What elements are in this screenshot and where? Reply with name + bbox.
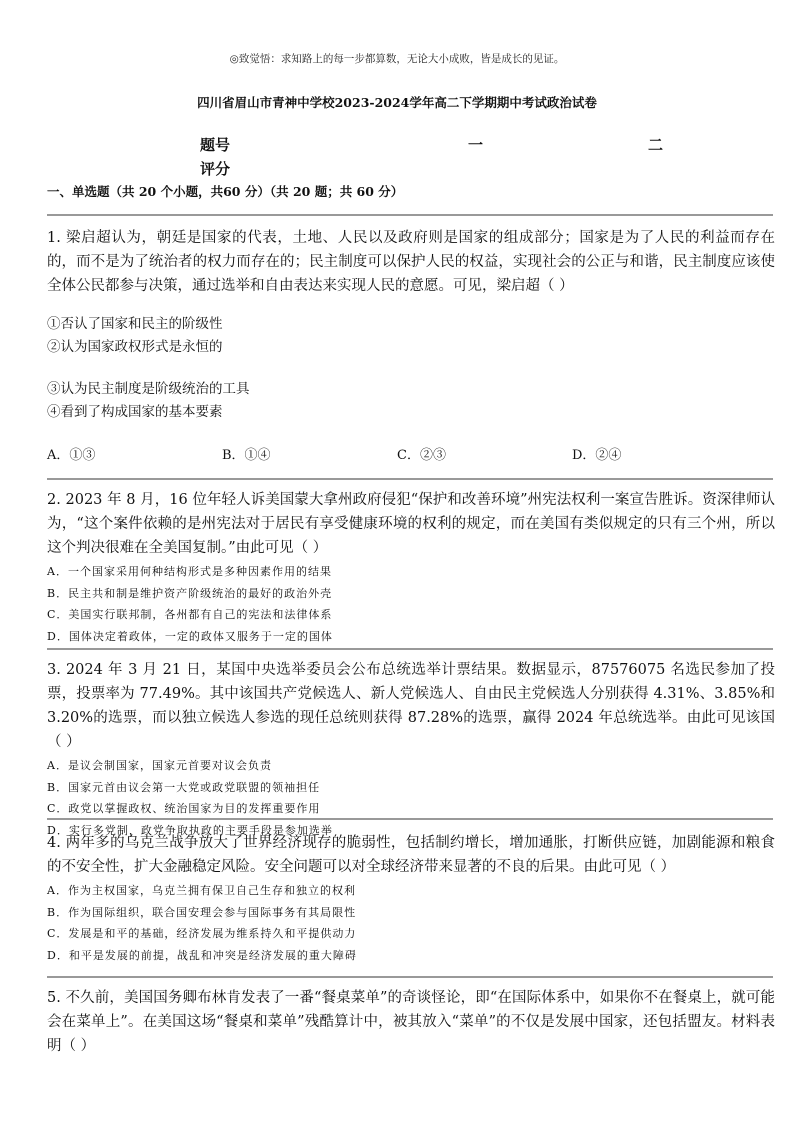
divider	[47, 478, 773, 480]
option-c[interactable]: C．发展是和平的基础，经济发展为维系持久和平提供动力	[47, 927, 357, 940]
option-a[interactable]: A．①③	[47, 448, 96, 463]
question-stem: 4. 两年多的乌克兰战争放大了世界经济现存的脆弱性，包括制约增长，增加通胀，打断供应链，加剧能源和粮食的不安全性，扩大金融稳定风险。安全问题可以对全球经济带来显著的不良的后果。由此可见（ ）	[47, 835, 775, 875]
option-list	[47, 561, 775, 647]
question-1-statements-b	[47, 378, 775, 424]
section-heading: 一、单选题（共 20 个小题，共60 分）（共 20 题；共 60 分）	[47, 184, 404, 199]
option-b[interactable]: B．民主共和制是维护资产阶级统治的最好的政治外壳	[47, 586, 333, 600]
option-d[interactable]: D．国体决定着政体，一定的政体又服务于一定的国体	[47, 629, 333, 643]
question-stem: 1. 梁启超认为，朝廷是国家的代表，土地、人民以及政府则是国家的组成部分；国家是为了人民的利益而存在的，而不是为了统治者的权力而存在的；民主制度可以保护人民的权益，实现社会的公正与和谐，民主制度应该使全体公民都参与决策，通过选举和自由表达来实现人民的意愿。可见，梁启超（ ）	[47, 230, 775, 294]
option-list	[47, 880, 775, 966]
option-d[interactable]: D．实行多党制，政党争取执政的主要手段是参加选举	[47, 823, 333, 837]
option-list	[47, 755, 775, 841]
statement: ③认为民主制度是阶级统治的工具	[47, 381, 250, 397]
statement: ①否认了国家和民主的阶级性	[47, 316, 223, 332]
question-5	[47, 986, 775, 1058]
option-d[interactable]: D．和平是发展的前提，战乱和冲突是经济发展的重大障碍	[47, 948, 357, 962]
option-a[interactable]: A．作为主权国家，乌克兰拥有保卫自己生存和独立的权利	[47, 884, 356, 897]
divider	[47, 648, 773, 650]
option-d[interactable]: D．②④	[572, 448, 622, 463]
divider	[47, 976, 773, 978]
question-1	[47, 226, 775, 298]
divider	[47, 214, 773, 216]
option-b[interactable]: B．国家元首由议会第一大党或政党联盟的领袖担任	[47, 780, 321, 794]
question-1-options	[47, 444, 775, 468]
option-c[interactable]: C．政党以掌握政权、统治国家为目的发挥重要作用	[47, 802, 321, 815]
score-table-row-label: 题号	[200, 136, 231, 154]
score-table	[200, 134, 700, 176]
question-stem: 2. 2023 年 8 月，16 位年轻人诉美国蒙大拿州政府侵犯“保护和改善环境”州宪法权利一案宣告胜诉。资深律师认为，“这个案件依赖的是州宪法对于居民有享受健康环境的权利的规定，而在美国有类似规定的只有三个州，所以这个判决很难在全美国复制。”由此可见（ ）	[47, 492, 775, 556]
option-b[interactable]: B．①④	[222, 448, 271, 463]
question-4	[47, 831, 775, 966]
option-a[interactable]: A．是议会制国家，国家元首要对议会负责	[47, 759, 272, 772]
question-stem: 5. 不久前，美国国务卿布林肯发表了一番“餐桌菜单”的奇谈怪论，即“在国际体系中，如果你不在餐桌上，就可能会在菜单上”。在美国这场“餐桌和菜单”残酷算计中，被其放入“菜单”的不仅是发展中国家，还包括盟友。材料表明（ ）	[47, 990, 775, 1054]
option-c[interactable]: C．美国实行联邦制，各州都有自己的宪法和法律体系	[47, 608, 333, 621]
question-stem: 3. 2024 年 3 月 21 日，某国中央选举委员会公布总统选举计票结果。数据显示，87576075 名选民参加了投票，投票率为 77.49%。其中该国共产党候选人、新人党候选人、自由民主党候选人分别获得 4.31%、3.85%和 3.20%的选票，而以独立候选人参选的现任总统则获得 87.28%的选票，赢得 2024 年总统选举。由此可见该国（ ）	[47, 662, 775, 750]
motto-banner: ◎致觉悟：求知路上的每一步都算数，无论大小成败，皆是成长的见证。	[229, 53, 565, 65]
statement: ④看到了构成国家的基本要素	[47, 404, 223, 420]
option-c[interactable]: C．②③	[397, 448, 446, 463]
score-table-col-2: 二	[648, 136, 664, 154]
option-a[interactable]: A．一个国家采用何种结构形式是多种因素作用的结果	[47, 565, 332, 578]
score-table-score-label: 评分	[200, 160, 231, 178]
question-3	[47, 658, 775, 841]
divider	[47, 818, 773, 820]
question-1-statements	[47, 313, 775, 359]
score-table-col-1: 一	[468, 136, 484, 154]
statement: ②认为国家政权形式是永恒的	[47, 339, 223, 355]
question-2	[47, 488, 775, 647]
option-b[interactable]: B．作为国际组织，联合国安理会参与国际事务有其局限性	[47, 905, 357, 919]
exam-title: 四川省眉山市青神中学校2023-2024学年高二下学期期中考试政治试卷	[197, 95, 597, 110]
